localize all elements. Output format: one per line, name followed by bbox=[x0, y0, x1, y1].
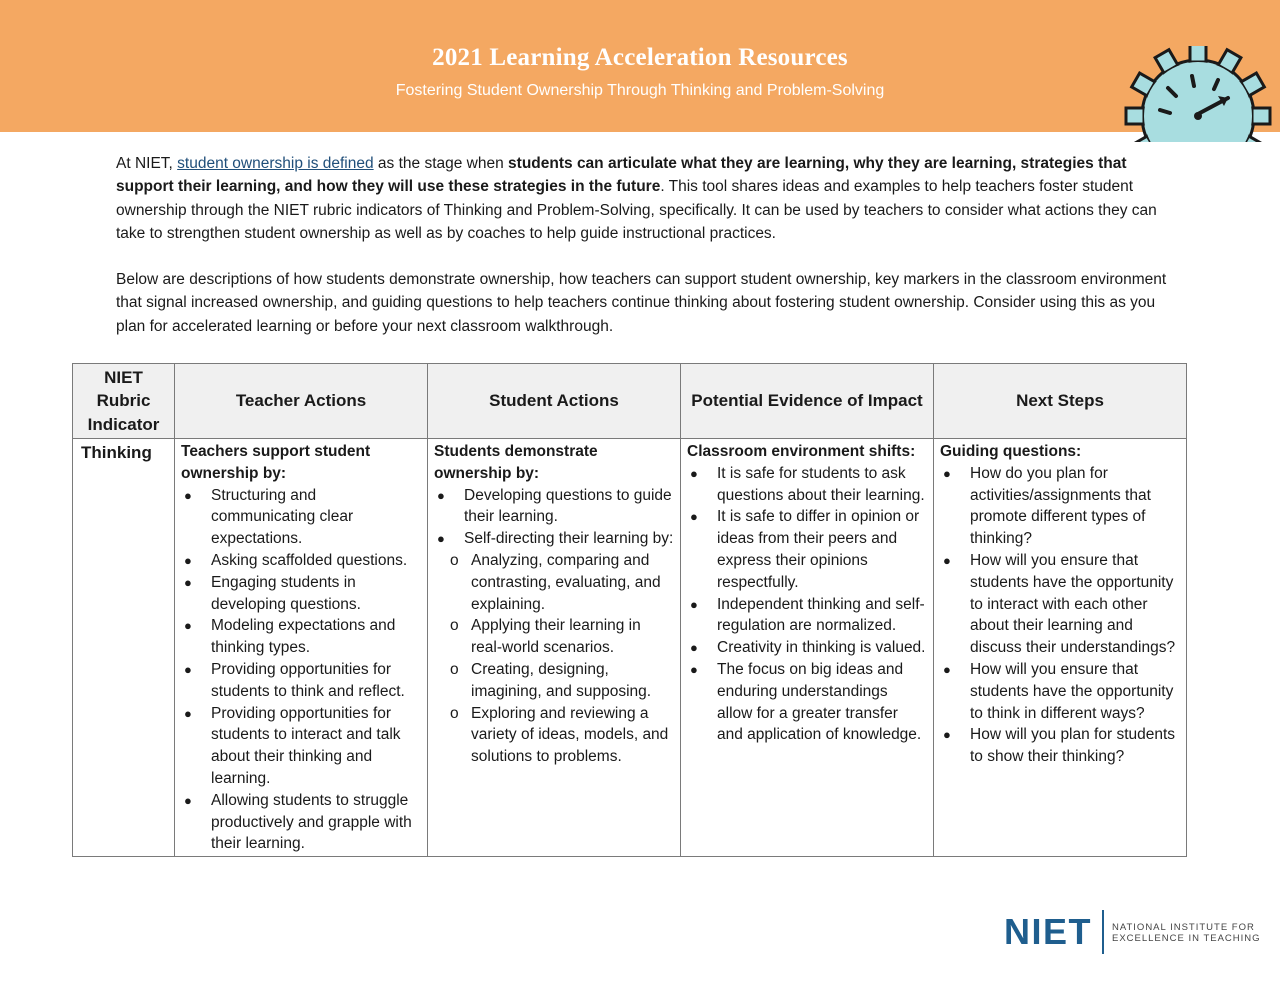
student-ownership-link[interactable]: student ownership is defined bbox=[177, 155, 374, 172]
list-item bbox=[434, 528, 674, 768]
list-item: ● Structuring and communicating clear expectations. bbox=[181, 485, 421, 550]
list-item: ● Engaging students in developing questions. bbox=[181, 572, 421, 616]
intro-text bbox=[116, 152, 1176, 338]
list-item: ● Allowing students to struggle productively and grapple with their learning. bbox=[181, 790, 421, 855]
col-header-next-steps: Next Steps bbox=[934, 364, 1187, 439]
intro-bold-definition: students can articulate what they are learning, why they are learning, strategies that support their learning, and how they will use these strategies in the future bbox=[116, 155, 1127, 196]
rubric-table bbox=[72, 363, 1187, 857]
sub-list-item: o Creating, designing, imagining, and supposing. bbox=[434, 659, 674, 703]
niet-logo bbox=[1004, 908, 1264, 956]
page-subtitle: Fostering Student Ownership Through Thinking and Problem-Solving bbox=[395, 82, 885, 99]
indicator-cell: Thinking bbox=[73, 439, 175, 857]
sub-list-item: o Applying their learning in real-world scenarios. bbox=[434, 615, 674, 659]
col-header-teacher-actions: Teacher Actions bbox=[175, 364, 428, 439]
list-item: ● How do you plan for activities/assignments that promote different types of thinking? bbox=[940, 463, 1180, 550]
intro-text-end: . This tool shares ideas and examples to help teachers foster student ownership through the NIET rubric indicators of Thinking and Problem-Solving, specifically. It can be used by teachers to consider what actions they can take to strengthen student ownership as well as by coaches to help guide instructional practices. bbox=[116, 178, 1157, 242]
header-banner bbox=[0, 0, 1280, 132]
list-item: ● Asking scaffolded questions. bbox=[181, 550, 421, 572]
gauge-gear-icon bbox=[1112, 46, 1280, 142]
list-item: ● Providing opportunities for students to think and reflect. bbox=[181, 659, 421, 703]
table-row bbox=[73, 439, 1187, 857]
list-item: ● How will you ensure that students have the opportunity to think in different ways? bbox=[940, 659, 1180, 724]
col-header-student-actions: Student Actions bbox=[428, 364, 681, 439]
intro-paragraph-2: Below are descriptions of how students demonstrate ownership, how teachers can support student ownership, key markers in the classroom environment that signal increased ownership, and guiding questions to help teachers continue thinking about fostering student ownership. Consider using this as you plan for accelerated learning or before your next classroom walkthrough. bbox=[116, 271, 1167, 335]
logo-full-name bbox=[1112, 922, 1262, 944]
intro-text-start: At NIET, bbox=[116, 155, 178, 172]
list-item-text: Self-directing their learning by: bbox=[464, 530, 674, 548]
next-steps-lead: Guiding questions: bbox=[940, 443, 1082, 460]
logo-divider bbox=[1102, 910, 1104, 954]
logo-wordmark: NIET bbox=[1004, 911, 1093, 952]
sub-list-item: o Analyzing, comparing and contrasting, evaluating, and explaining. bbox=[434, 550, 674, 615]
next-steps-cell bbox=[934, 439, 1187, 857]
list-item: ● How will you ensure that students have the opportunity to interact with each other about their learning and discuss their understandings? bbox=[940, 550, 1180, 659]
col-header-indicator: NIET Rubric Indicator bbox=[73, 364, 175, 439]
intro-text-mid: as the stage when bbox=[373, 155, 509, 172]
logo-line-2: EXCELLENCE IN TEACHING bbox=[1112, 933, 1261, 944]
teacher-lead: Teachers support student ownership by: bbox=[181, 443, 371, 482]
page-title: 2021 Learning Acceleration Resources bbox=[432, 44, 848, 71]
sub-list-item: o Exploring and reviewing a variety of ideas, models, and solutions to problems. bbox=[434, 703, 674, 768]
list-item: ● Modeling expectations and thinking types. bbox=[181, 615, 421, 659]
list-item: ● The focus on big ideas and enduring understandings allow for a greater transfer and application of knowledge. bbox=[687, 659, 927, 746]
list-item: ● Independent thinking and self-regulation are normalized. bbox=[687, 594, 927, 638]
list-item: ● Providing opportunities for students to interact and talk about their thinking and learning. bbox=[181, 703, 421, 790]
list-item: ● How will you plan for students to show their thinking? bbox=[940, 724, 1180, 768]
list-item: ● Developing questions to guide their learning. bbox=[434, 485, 674, 529]
logo-line-1: NATIONAL INSTITUTE FOR bbox=[1112, 922, 1255, 933]
student-lead: Students demonstrate ownership by: bbox=[434, 443, 598, 482]
intro-paragraph-1 bbox=[116, 152, 1176, 245]
sub-list bbox=[434, 550, 674, 768]
table-header-row bbox=[73, 364, 1187, 439]
list-item: ● It is safe to differ in opinion or ideas from their peers and express their opinions respectfully. bbox=[687, 506, 927, 593]
teacher-actions-cell bbox=[175, 439, 428, 857]
col-header-evidence: Potential Evidence of Impact bbox=[681, 364, 934, 439]
student-actions-cell bbox=[428, 439, 681, 857]
list-item: ● Creativity in thinking is valued. bbox=[687, 637, 927, 659]
evidence-cell bbox=[681, 439, 934, 857]
evidence-lead: Classroom environment shifts: bbox=[687, 443, 916, 460]
list-item: ● It is safe for students to ask questions about their learning. bbox=[687, 463, 927, 507]
